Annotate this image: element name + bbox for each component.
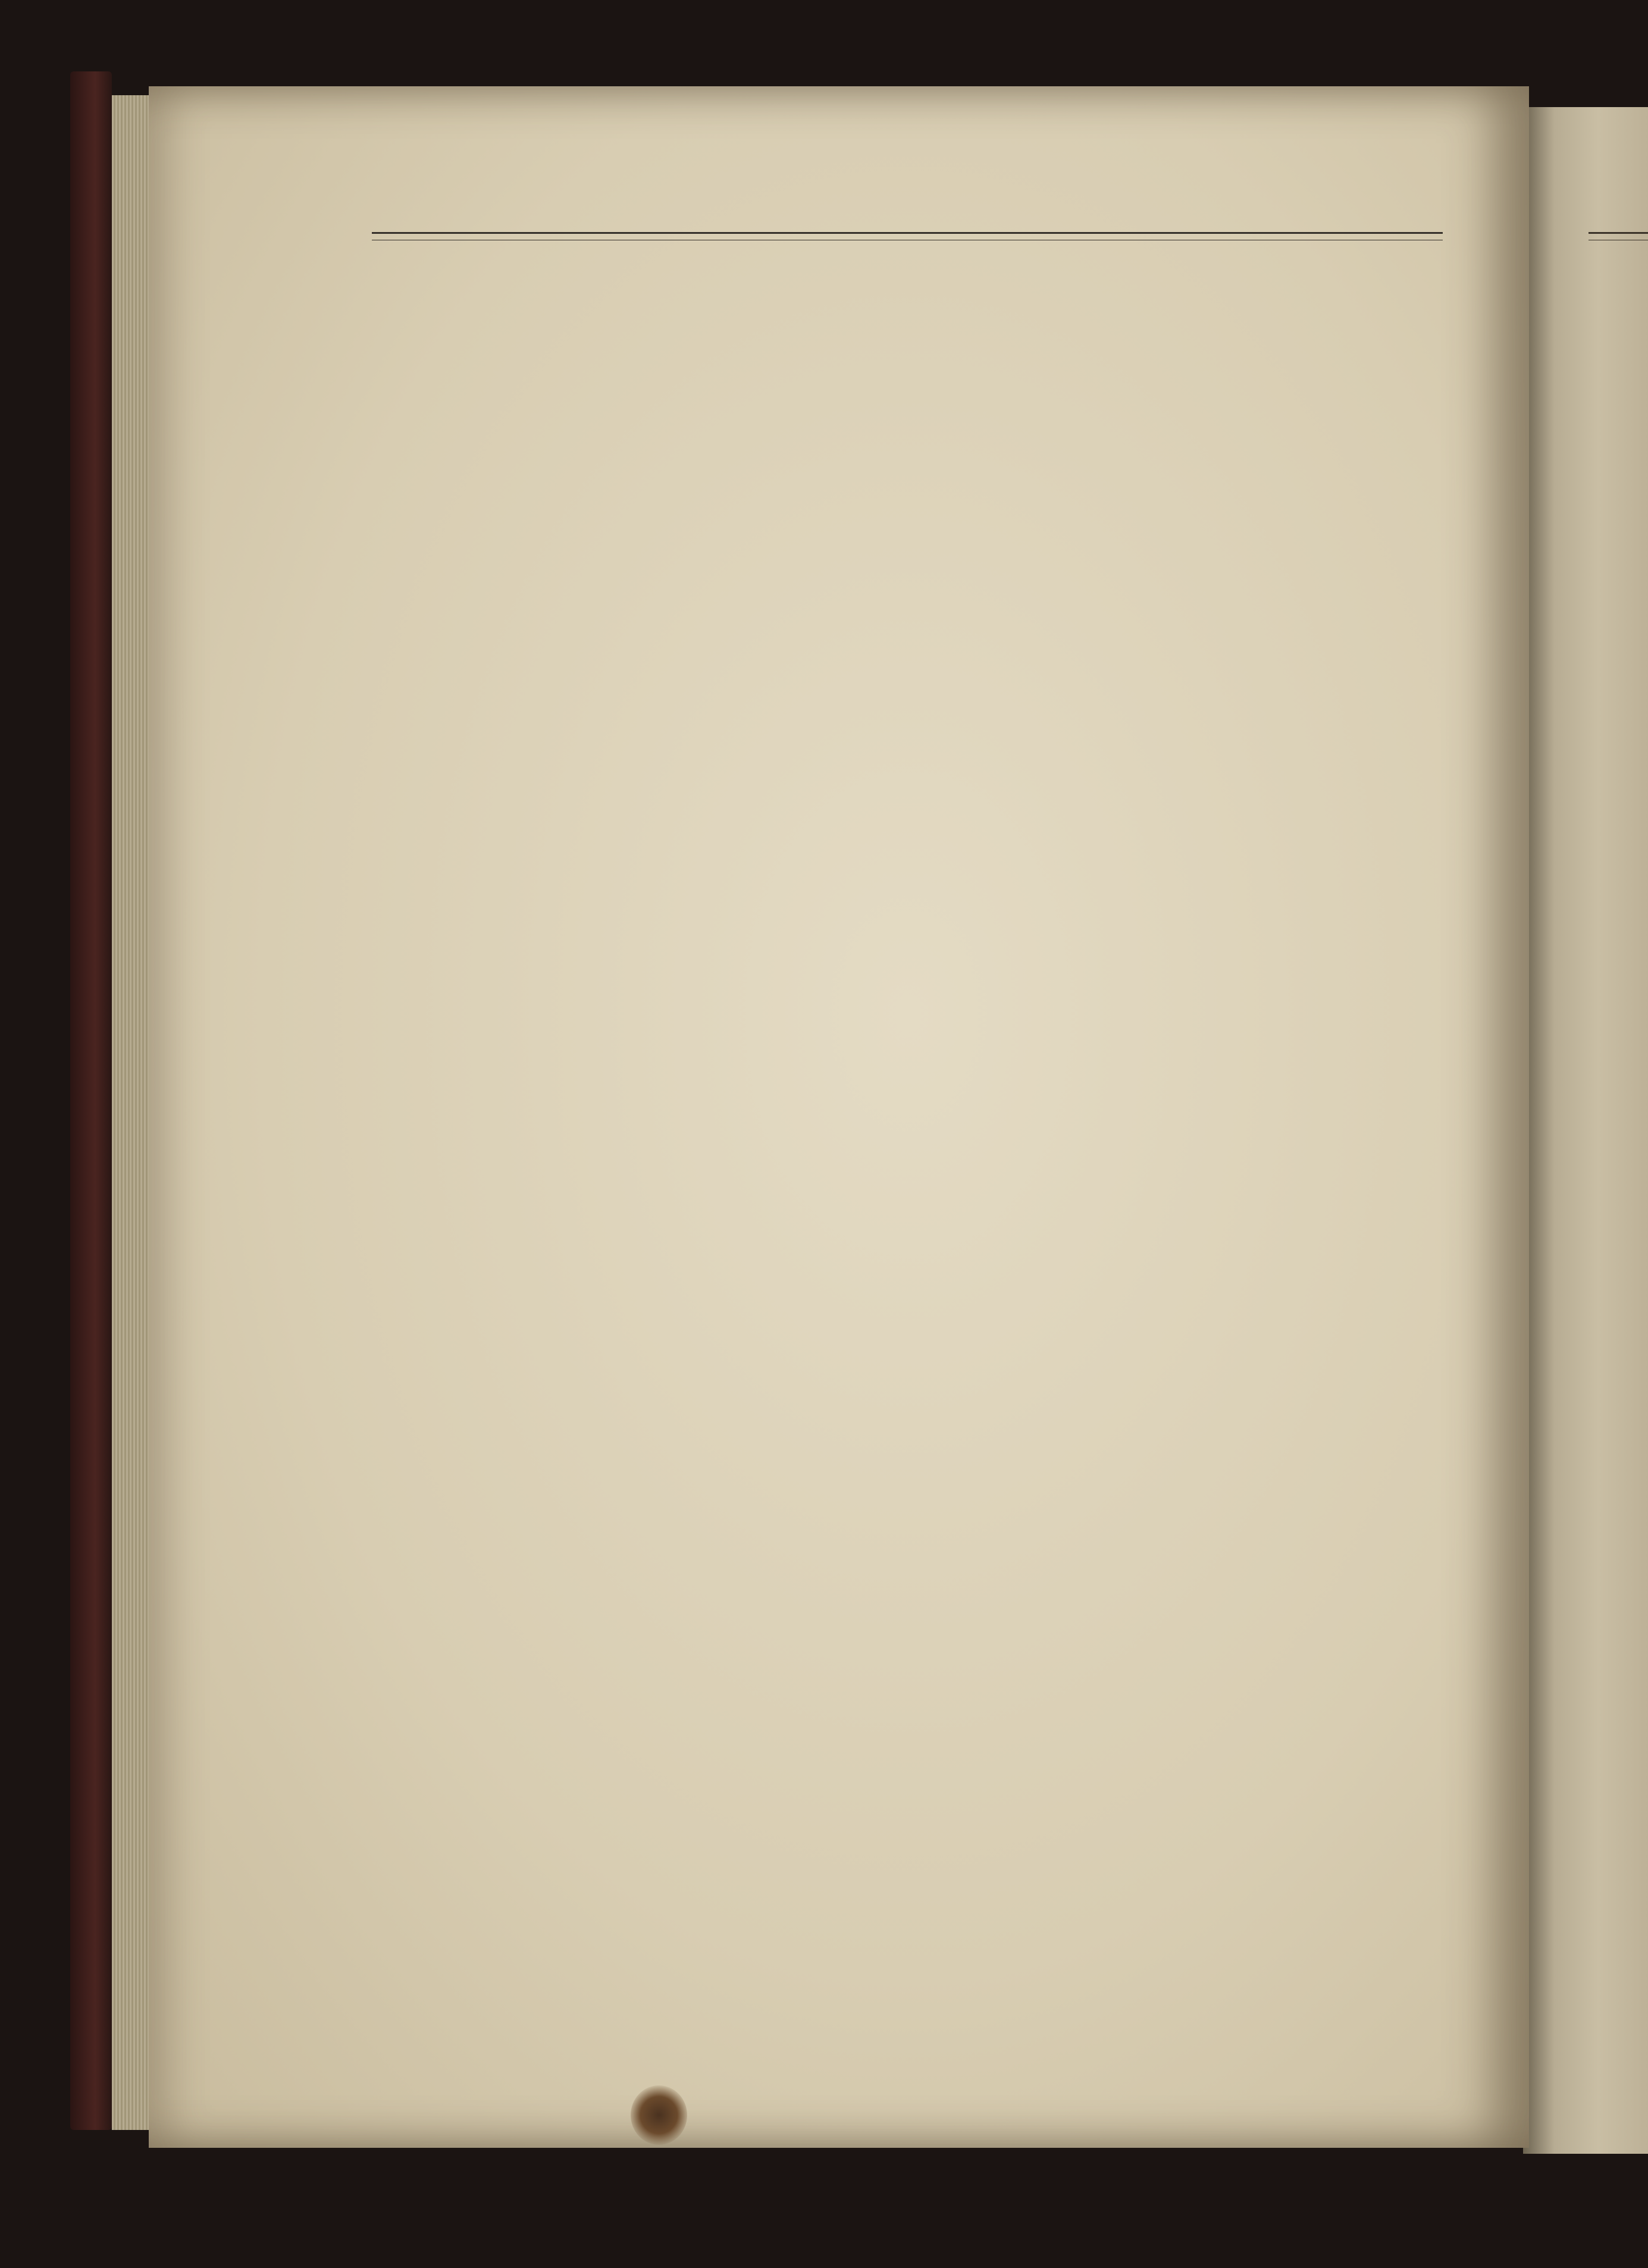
header-rule (372, 232, 1443, 240)
book-spine (70, 71, 112, 2130)
body-text (381, 275, 1452, 281)
ink-stain (631, 2085, 687, 2145)
facing-page-rule (1589, 232, 1648, 240)
left-page (149, 86, 1529, 2148)
facing-page (1523, 107, 1648, 2154)
